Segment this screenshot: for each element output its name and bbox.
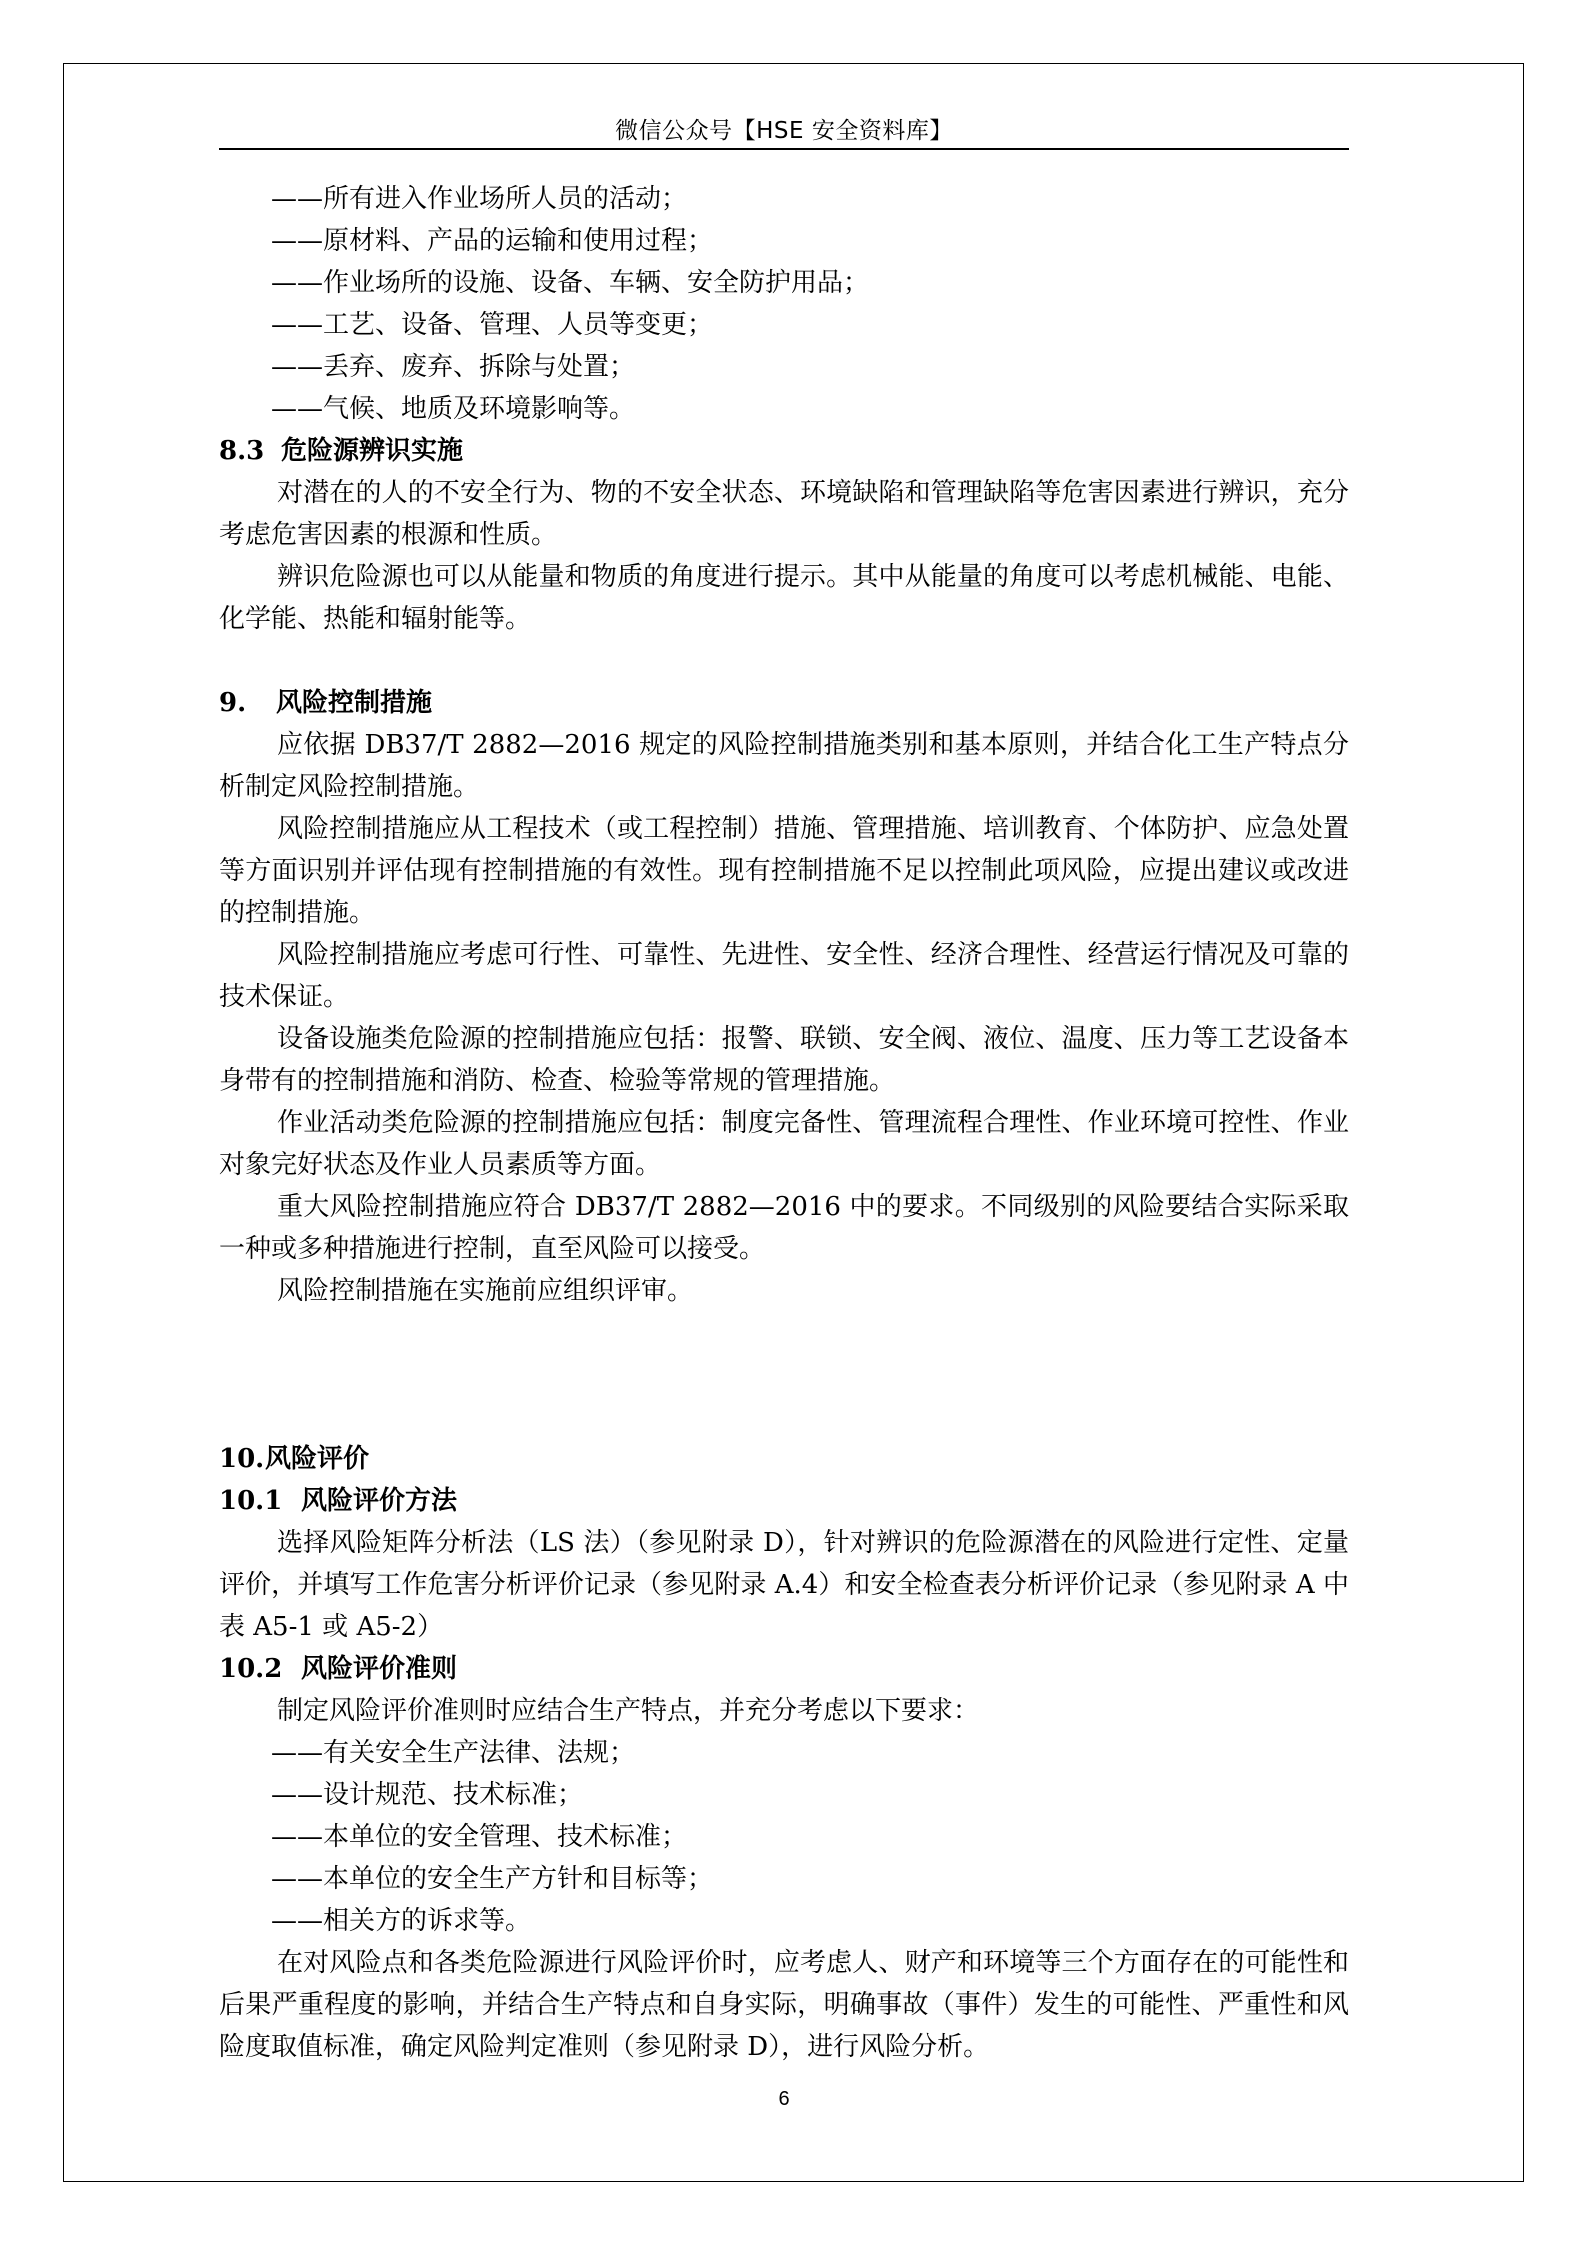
section-heading-9: [219, 682, 1349, 724]
paragraph: 应依据 DB37/T 2882—2016 规定的风险控制措施类别和基本原则，并结合化工生产特点分析制定风险控制措施。: [219, 730, 1349, 802]
list-item: ——丢弃、废弃、拆除与处置；: [271, 352, 636, 382]
paragraph: 设备设施类危险源的控制措施应包括：报警、联锁、安全阀、液位、温度、压力等工艺设备本身带有的控制措施和消防、检查、检验等常规的管理措施。: [219, 1024, 1349, 1096]
header-rule: [219, 148, 1349, 150]
section-heading-10-2: [219, 1648, 1349, 1690]
section-title: 风险评价准则: [301, 1654, 458, 1684]
paragraph: 选择风险矩阵分析法（LS 法）（参见附录 D），针对辨识的危险源潜在的风险进行定性、定量评价，并填写工作危害分析评价记录（参见附录 A.4）和安全检查表分析评价记录（参见附录 A 中表 A5-1 或 A5-2）: [219, 1528, 1349, 1642]
list-item: ——气候、地质及环境影响等。: [271, 394, 636, 424]
section-title: 危险源辨识实施: [281, 436, 464, 466]
list-item: ——相关方的诉求等。: [271, 1906, 532, 1936]
section-number: 10.2: [219, 1654, 283, 1684]
list-item: ——原材料、产品的运输和使用过程；: [271, 226, 714, 256]
page-header: 微信公众号【HSE 安全资料库】: [615, 118, 953, 144]
section-heading-10-1: [219, 1480, 1349, 1522]
paragraph: 对潜在的人的不安全行为、物的不安全状态、环境缺陷和管理缺陷等危害因素进行辨识，充分考虑危害因素的根源和性质。: [219, 478, 1349, 550]
section-title: 风险控制措施: [276, 688, 433, 718]
section-title: 风险评价方法: [301, 1486, 458, 1516]
section-heading-10: [219, 1438, 1349, 1480]
paragraph: 在对风险点和各类危险源进行风险评价时，应考虑人、财产和环境等三个方面存在的可能性和后果严重程度的影响，并结合生产特点和自身实际，明确事故（事件）发生的可能性、严重性和风险度取值标准，确定风险判定准则（参见附录 D），进行风险分析。: [219, 1948, 1349, 2062]
section-number: 10.1: [219, 1486, 283, 1516]
section-number: 8.3: [219, 436, 265, 466]
list-item: ——有关安全生产法律、法规；: [271, 1738, 636, 1768]
document-body: [219, 178, 1349, 2068]
list-item: ——工艺、设备、管理、人员等变更；: [271, 310, 714, 340]
list-item: ——本单位的安全管理、技术标准；: [271, 1822, 688, 1852]
list-item: ——设计规范、技术标准；: [271, 1780, 584, 1810]
section-number: 9.: [219, 688, 247, 718]
spacer: [219, 1312, 1349, 1438]
paragraph: 作业活动类危险源的控制措施应包括：制度完备性、管理流程合理性、作业环境可控性、作业对象完好状态及作业人员素质等方面。: [219, 1108, 1349, 1180]
page-number: 6: [778, 2088, 790, 2110]
section-title: 风险评价: [265, 1444, 370, 1474]
paragraph: 风险控制措施在实施前应组织评审。: [277, 1276, 694, 1306]
section-number: 10.: [219, 1444, 265, 1474]
list-item: ——本单位的安全生产方针和目标等；: [271, 1864, 714, 1894]
spacer: [219, 640, 1349, 682]
paragraph: 重大风险控制措施应符合 DB37/T 2882—2016 中的要求。不同级别的风险要结合实际采取一种或多种措施进行控制，直至风险可以接受。: [219, 1192, 1349, 1264]
section-heading-8-3: [219, 430, 1349, 472]
paragraph: 辨识危险源也可以从能量和物质的角度进行提示。其中从能量的角度可以考虑机械能、电能、化学能、热能和辐射能等。: [219, 562, 1349, 634]
list-item: ——所有进入作业场所人员的活动；: [271, 184, 688, 214]
paragraph: 制定风险评价准则时应结合生产特点，并充分考虑以下要求：: [277, 1696, 980, 1726]
paragraph: 风险控制措施应考虑可行性、可靠性、先进性、安全性、经济合理性、经营运行情况及可靠的技术保证。: [219, 940, 1349, 1012]
list-item: ——作业场所的设施、设备、车辆、安全防护用品；: [271, 268, 870, 298]
paragraph: 风险控制措施应从工程技术（或工程控制）措施、管理措施、培训教育、个体防护、应急处置等方面识别并评估现有控制措施的有效性。现有控制措施不足以控制此项风险，应提出建议或改进的控制措施。: [219, 814, 1349, 928]
